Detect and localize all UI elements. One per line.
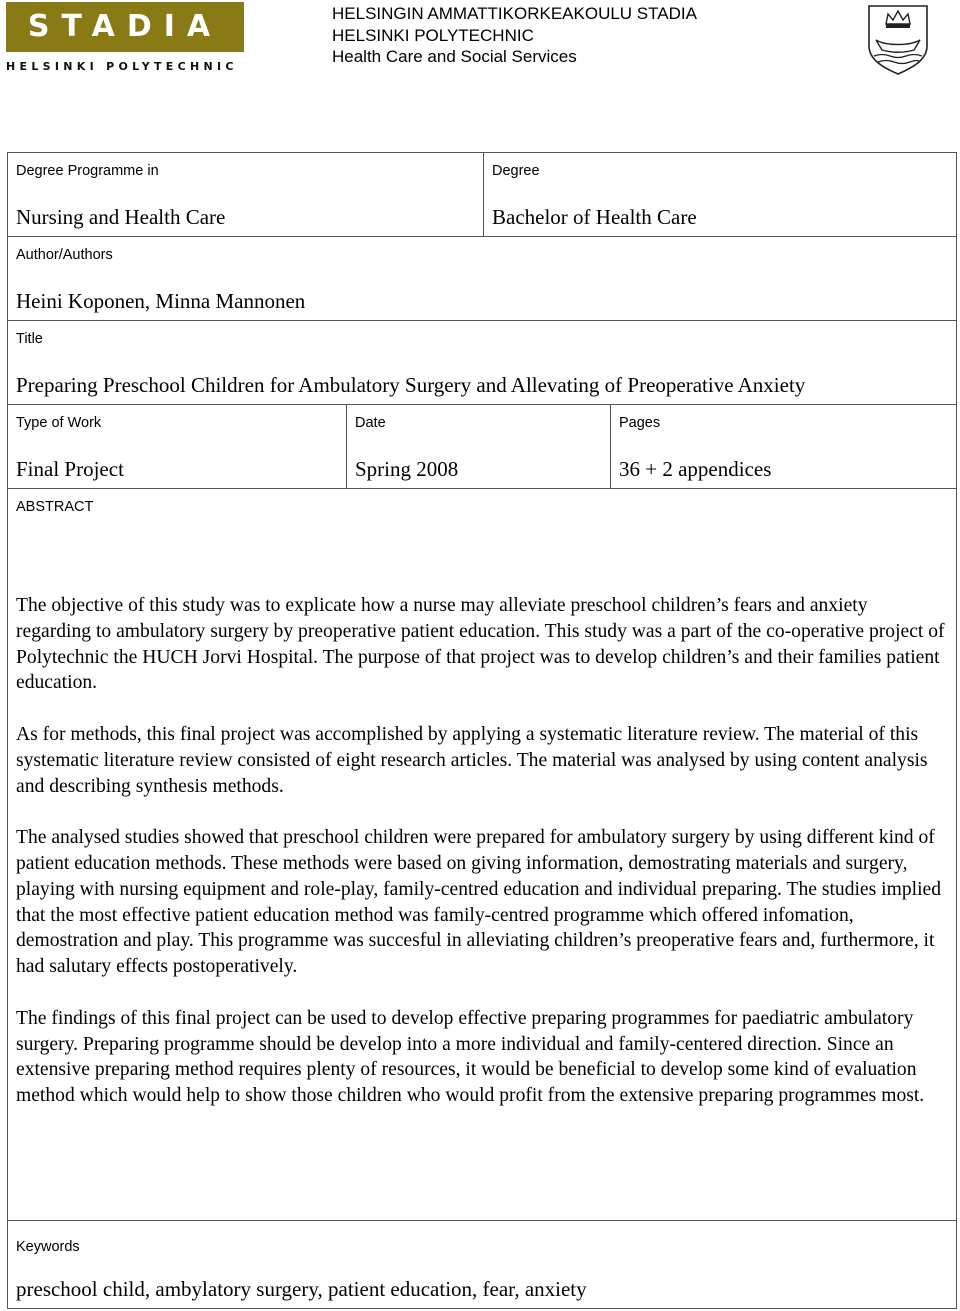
pages-label: Pages xyxy=(619,415,661,431)
header-line-2: HELSINKI POLYTECHNIC xyxy=(332,25,534,45)
abstract-form xyxy=(7,152,957,1309)
pages-value: 36 + 2 appendices xyxy=(619,457,772,481)
authors-label: Author/Authors xyxy=(16,247,113,263)
keywords-label: Keywords xyxy=(16,1239,80,1255)
authors-value: Heini Koponen, Minna Mannonen xyxy=(16,289,306,313)
institution-header xyxy=(332,3,697,68)
abstract-label: ABSTRACT xyxy=(16,499,94,515)
header-line-3: Health Care and Social Services xyxy=(332,47,577,66)
authors-row xyxy=(8,237,956,321)
degree-cell xyxy=(483,153,956,236)
date-cell xyxy=(346,405,610,488)
type-of-work-label: Type of Work xyxy=(16,415,102,431)
date-label: Date xyxy=(355,415,386,431)
logo-subtitle: HELSINKI POLYTECHNIC xyxy=(6,60,238,73)
header-line-1: HELSINGIN AMMATTIKORKEAKOULU STADIA xyxy=(332,4,697,23)
stadia-logo xyxy=(6,2,244,78)
abstract-body xyxy=(16,593,946,1135)
date-value: Spring 2008 xyxy=(355,457,459,481)
degree-row xyxy=(8,153,956,237)
keywords-row xyxy=(8,1221,956,1308)
title-label: Title xyxy=(16,331,43,347)
keywords-value: preschool child, ambylatory surgery, patient education, fear, anxiety xyxy=(16,1277,587,1301)
pages-cell xyxy=(610,405,956,488)
type-of-work-value: Final Project xyxy=(16,457,124,481)
degree-label: Degree xyxy=(492,163,540,179)
degree-programme-cell xyxy=(8,153,483,236)
degree-programme-label: Degree Programme in xyxy=(16,163,159,179)
work-info-row xyxy=(8,405,956,489)
abstract-paragraph: The objective of this study was to explicate how a nurse may alleviate preschool children’s fears and anxiety regarding to ambulatory surgery by preoperative patient education. This study was a part of the co-operative project of Polytechnic the HUCH Jorvi Hospital. The purpose of that project was to develop children’s and their families patient education. xyxy=(16,595,945,694)
degree-programme-value: Nursing and Health Care xyxy=(16,205,226,229)
logo-wordmark: STADIA xyxy=(6,2,244,52)
degree-value: Bachelor of Health Care xyxy=(492,205,697,229)
helsinki-coat-of-arms-icon xyxy=(866,2,930,76)
abstract-paragraph: The analysed studies showed that preschool children were prepared for ambulatory surgery by using different kind of patient education methods. These methods were based on giving information, demostrating materials and surgery, playing with nursing equipment and role-play, family-centred education and individual preparing. The studies implied that the most effective patient education method was family-centred programme which offered infomation, demostration and play. This programme was succesful in alleviating children’s preoperative fears and, furthermore, it had salutary effects postoperatively. xyxy=(16,827,942,978)
abstract-paragraph: The findings of this final project can be used to develop effective preparing programmes for paediatric ambulatory surgery. Preparing programme should be develop into a more individual and family-centered direction. Since an extensive preparing method requires plenty of resources, it would be beneficial to develop some kind of evaluation method which would help to show those children who would profit from the extensive preparing programmes most. xyxy=(16,1007,925,1107)
title-value: Preparing Preschool Children for Ambulatory Surgery and Allevating of Preoperative Anxiety xyxy=(16,373,806,397)
title-row xyxy=(8,321,956,405)
abstract-section xyxy=(8,489,956,1221)
type-of-work-cell xyxy=(8,405,346,488)
abstract-paragraph: As for methods, this final project was accomplished by applying a systematic literature review. The material of this systematic literature review consisted of eight research articles. The material was analysed by using content analysis and describing synthesis methods. xyxy=(16,723,928,797)
